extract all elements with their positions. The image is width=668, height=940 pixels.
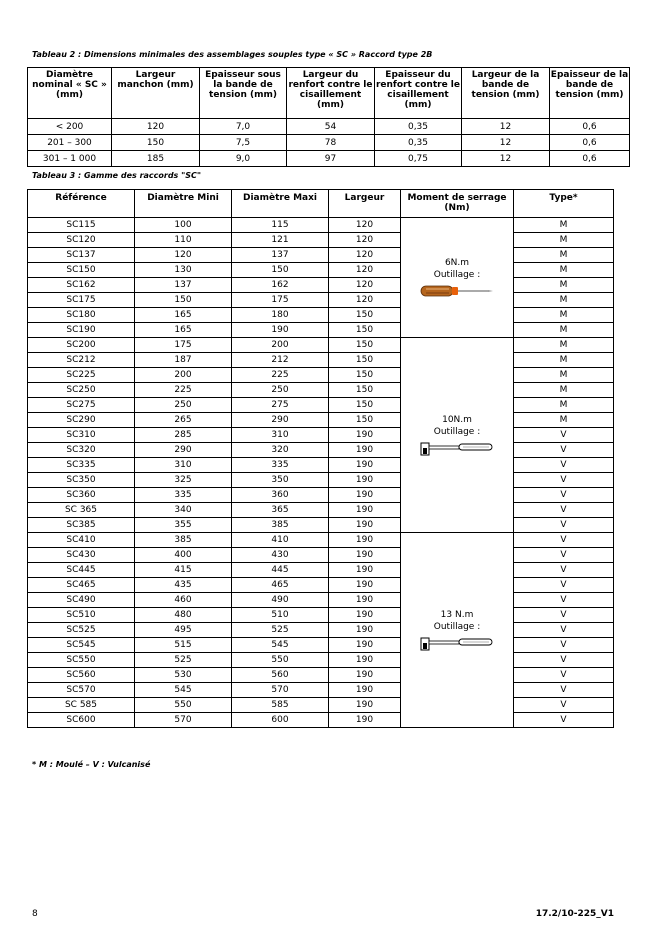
table3-cell-type: V bbox=[514, 653, 614, 668]
table3-cell-type: V bbox=[514, 623, 614, 638]
table2-cell: 0,6 bbox=[550, 135, 630, 151]
table3-cell: 110 bbox=[135, 233, 232, 248]
document-reference: 17.2/10-225_V1 bbox=[535, 909, 614, 919]
table3-cell-type: M bbox=[514, 248, 614, 263]
torque-value: 10N.m bbox=[442, 414, 472, 425]
table2-header: Largeur manchon (mm) bbox=[112, 68, 200, 119]
table3-row bbox=[28, 218, 614, 233]
table3-cell-type: M bbox=[514, 278, 614, 293]
table3-cell: 190 bbox=[232, 323, 329, 338]
table2-header: Epaisseur sous la bande de tension (mm) bbox=[200, 68, 287, 119]
table2-cell: 7,5 bbox=[200, 135, 287, 151]
table3-cell: SC385 bbox=[28, 518, 135, 533]
table3-cell: 410 bbox=[232, 533, 329, 548]
table3-cell-type: M bbox=[514, 218, 614, 233]
table3-cell: 445 bbox=[232, 563, 329, 578]
table3-row bbox=[28, 518, 614, 533]
table3-cell-type: V bbox=[514, 428, 614, 443]
torque-group-cell bbox=[401, 338, 514, 533]
table3-cell: SC600 bbox=[28, 713, 135, 728]
table3-cell: 190 bbox=[329, 713, 401, 728]
table2-cell: 301 – 1 000 bbox=[28, 151, 112, 167]
table3-cell: 225 bbox=[135, 383, 232, 398]
table3-header: Diamètre Mini bbox=[135, 190, 232, 218]
table3-cell: 435 bbox=[135, 578, 232, 593]
table3-cell: 515 bbox=[135, 638, 232, 653]
table3-cell: 415 bbox=[135, 563, 232, 578]
table3-cell-type: M bbox=[514, 368, 614, 383]
table3-cell-type: M bbox=[514, 398, 614, 413]
table3-cell: 175 bbox=[232, 293, 329, 308]
table3-cell: 121 bbox=[232, 233, 329, 248]
table3-cell: SC190 bbox=[28, 323, 135, 338]
table3-row bbox=[28, 428, 614, 443]
table3-cell: SC 585 bbox=[28, 698, 135, 713]
table3-cell: 530 bbox=[135, 668, 232, 683]
table3-cell-type: V bbox=[514, 563, 614, 578]
table3-cell: 275 bbox=[232, 398, 329, 413]
table3-cell-type: V bbox=[514, 473, 614, 488]
table3-cell: 545 bbox=[135, 683, 232, 698]
table3-cell: 190 bbox=[329, 503, 401, 518]
table3-cell-type: V bbox=[514, 488, 614, 503]
table3-cell: 190 bbox=[329, 608, 401, 623]
table3-cell: 350 bbox=[232, 473, 329, 488]
table2-cell: 0,6 bbox=[550, 151, 630, 167]
table3-cell: 200 bbox=[135, 368, 232, 383]
table3-cell: 165 bbox=[135, 308, 232, 323]
table3-cell: 290 bbox=[135, 443, 232, 458]
table3-cell: SC465 bbox=[28, 578, 135, 593]
table3-caption: Tableau 3 : Gamme des raccords "SC" bbox=[32, 171, 202, 180]
table2-cell: 201 – 300 bbox=[28, 135, 112, 151]
table3-cell: SC350 bbox=[28, 473, 135, 488]
table3-cell: 120 bbox=[329, 233, 401, 248]
table3-cell: 162 bbox=[232, 278, 329, 293]
tool-label: Outillage : bbox=[433, 621, 481, 632]
table3-cell: 150 bbox=[329, 353, 401, 368]
table3-cell: SC115 bbox=[28, 218, 135, 233]
table3-cell: 137 bbox=[232, 248, 329, 263]
table3-header: Diamètre Maxi bbox=[232, 190, 329, 218]
table3-cell: 265 bbox=[135, 413, 232, 428]
table3-row bbox=[28, 278, 614, 293]
table3-cell: 335 bbox=[135, 488, 232, 503]
table3-row bbox=[28, 503, 614, 518]
table3-row bbox=[28, 458, 614, 473]
table3-cell: 190 bbox=[329, 683, 401, 698]
table3-cell: 320 bbox=[232, 443, 329, 458]
table3-cell: 150 bbox=[329, 308, 401, 323]
table3-cell: SC430 bbox=[28, 548, 135, 563]
table3-row bbox=[28, 473, 614, 488]
table3-cell: 250 bbox=[135, 398, 232, 413]
table3-cell: SC162 bbox=[28, 278, 135, 293]
table3-cell: SC120 bbox=[28, 233, 135, 248]
table3-cell: 190 bbox=[329, 668, 401, 683]
table3-cell: 190 bbox=[329, 488, 401, 503]
table2-cell: 185 bbox=[112, 151, 200, 167]
table3-cell: 150 bbox=[232, 263, 329, 278]
table3-cell: 385 bbox=[232, 518, 329, 533]
table3-cell: SC275 bbox=[28, 398, 135, 413]
socket-wrench-icon bbox=[401, 636, 513, 652]
table3-row bbox=[28, 413, 614, 428]
table3-cell: 190 bbox=[329, 653, 401, 668]
table3-cell: 385 bbox=[135, 533, 232, 548]
table3-cell: SC150 bbox=[28, 263, 135, 278]
table3-cell: 190 bbox=[329, 518, 401, 533]
table3-cell: 460 bbox=[135, 593, 232, 608]
table3-cell: 570 bbox=[135, 713, 232, 728]
table2-header: Largeur du renfort contre le cisaillement (mm) bbox=[287, 68, 375, 119]
table3-row bbox=[28, 563, 614, 578]
table3-cell: 340 bbox=[135, 503, 232, 518]
table3-cell-type: V bbox=[514, 548, 614, 563]
tool-label: Outillage : bbox=[433, 270, 481, 280]
table3-body bbox=[28, 218, 614, 728]
table3-row bbox=[28, 368, 614, 383]
table3-cell: 150 bbox=[329, 413, 401, 428]
table3-row bbox=[28, 578, 614, 593]
table3-row bbox=[28, 653, 614, 668]
table3-row bbox=[28, 698, 614, 713]
table2-cell: 7,0 bbox=[200, 119, 287, 135]
table3-header: Largeur bbox=[329, 190, 401, 218]
table3-row bbox=[28, 338, 614, 353]
table3-row bbox=[28, 608, 614, 623]
table2-body bbox=[28, 119, 630, 167]
table2-cell: 78 bbox=[287, 135, 375, 151]
table3-cell: SC560 bbox=[28, 668, 135, 683]
table3-range bbox=[27, 189, 614, 728]
table3-cell: 190 bbox=[329, 473, 401, 488]
table3-cell: 120 bbox=[329, 263, 401, 278]
table2-cell: 9,0 bbox=[200, 151, 287, 167]
table3-row bbox=[28, 713, 614, 728]
table3-cell: 585 bbox=[232, 698, 329, 713]
table2-dimensions bbox=[27, 67, 630, 167]
table3-cell-type: V bbox=[514, 713, 614, 728]
table3-cell: 365 bbox=[232, 503, 329, 518]
table3-cell: 560 bbox=[232, 668, 329, 683]
table3-cell-type: M bbox=[514, 308, 614, 323]
table2-cell: 150 bbox=[112, 135, 200, 151]
table3-cell-type: M bbox=[514, 323, 614, 338]
socket-wrench-icon bbox=[401, 441, 513, 457]
table3-cell: 355 bbox=[135, 518, 232, 533]
table3-cell-type: M bbox=[514, 353, 614, 368]
table3-cell-type: M bbox=[514, 338, 614, 353]
table3-cell-type: V bbox=[514, 578, 614, 593]
table3-cell: SC360 bbox=[28, 488, 135, 503]
table3-row bbox=[28, 248, 614, 263]
table3-cell: 490 bbox=[232, 593, 329, 608]
table3-row bbox=[28, 323, 614, 338]
torque-group-cell bbox=[401, 533, 514, 728]
table3-cell: SC445 bbox=[28, 563, 135, 578]
table3-cell: SC320 bbox=[28, 443, 135, 458]
table3-cell: 100 bbox=[135, 218, 232, 233]
table3-cell: 310 bbox=[135, 458, 232, 473]
table3-cell: 570 bbox=[232, 683, 329, 698]
table3-cell-type: V bbox=[514, 503, 614, 518]
screwdriver-icon bbox=[401, 284, 513, 298]
table3-cell: 360 bbox=[232, 488, 329, 503]
table2-cell: 12 bbox=[462, 135, 550, 151]
table3-cell: 285 bbox=[135, 428, 232, 443]
table3-cell-type: V bbox=[514, 668, 614, 683]
table2-cell: 97 bbox=[287, 151, 375, 167]
table3-cell: 190 bbox=[329, 533, 401, 548]
table3-cell: 120 bbox=[135, 248, 232, 263]
table3-cell: 175 bbox=[135, 338, 232, 353]
table3-header: Type* bbox=[514, 190, 614, 218]
table3-cell: 550 bbox=[232, 653, 329, 668]
table3-cell: 165 bbox=[135, 323, 232, 338]
table2-row bbox=[28, 135, 630, 151]
table3-cell-type: M bbox=[514, 293, 614, 308]
table3-cell: 190 bbox=[329, 578, 401, 593]
table3-cell: 190 bbox=[329, 443, 401, 458]
table3-cell: 150 bbox=[329, 383, 401, 398]
table3-cell: 190 bbox=[329, 428, 401, 443]
table3-cell: 480 bbox=[135, 608, 232, 623]
table3-cell: 212 bbox=[232, 353, 329, 368]
table2-header: Diamètre nominal « SC » (mm) bbox=[28, 68, 112, 119]
table3-row bbox=[28, 533, 614, 548]
table3-cell: 400 bbox=[135, 548, 232, 563]
table3-cell: 150 bbox=[329, 398, 401, 413]
table2-cell: < 200 bbox=[28, 119, 112, 135]
table3-header: Moment de serrage (Nm) bbox=[401, 190, 514, 218]
page-number: 8 bbox=[32, 909, 38, 919]
table3-cell: 120 bbox=[329, 293, 401, 308]
table3-cell: SC525 bbox=[28, 623, 135, 638]
footnote: * M : Moulé – V : Vulcanisé bbox=[32, 760, 151, 769]
table3-row bbox=[28, 293, 614, 308]
table3-header-row bbox=[28, 190, 614, 218]
table3-row bbox=[28, 683, 614, 698]
table2-cell: 120 bbox=[112, 119, 200, 135]
table3-cell-type: M bbox=[514, 383, 614, 398]
table3-cell: 310 bbox=[232, 428, 329, 443]
table3-cell: SC510 bbox=[28, 608, 135, 623]
table3-cell-type: V bbox=[514, 458, 614, 473]
table3-row bbox=[28, 263, 614, 278]
table3-cell-type: V bbox=[514, 533, 614, 548]
table3-cell: SC225 bbox=[28, 368, 135, 383]
table3-cell-type: M bbox=[514, 233, 614, 248]
table3-cell: 190 bbox=[329, 593, 401, 608]
table3-cell: 150 bbox=[329, 368, 401, 383]
table3-cell: 187 bbox=[135, 353, 232, 368]
table2-header-row bbox=[28, 68, 630, 119]
table3-cell: SC212 bbox=[28, 353, 135, 368]
table3-cell-type: V bbox=[514, 638, 614, 653]
table3-cell: SC550 bbox=[28, 653, 135, 668]
table3-cell: SC175 bbox=[28, 293, 135, 308]
table3-cell: 190 bbox=[329, 458, 401, 473]
table3-cell: 335 bbox=[232, 458, 329, 473]
table3-cell-type: V bbox=[514, 443, 614, 458]
table3-cell-type: V bbox=[514, 608, 614, 623]
table3-cell: 465 bbox=[232, 578, 329, 593]
table3-cell: 525 bbox=[135, 653, 232, 668]
table3-cell: 495 bbox=[135, 623, 232, 638]
table3-cell: SC410 bbox=[28, 533, 135, 548]
table3-cell: SC 365 bbox=[28, 503, 135, 518]
table3-header: Référence bbox=[28, 190, 135, 218]
table3-cell: SC310 bbox=[28, 428, 135, 443]
table3-cell: SC250 bbox=[28, 383, 135, 398]
tool-label: Outillage : bbox=[433, 426, 481, 437]
table3-row bbox=[28, 308, 614, 323]
table3-cell: 510 bbox=[232, 608, 329, 623]
table3-cell: 130 bbox=[135, 263, 232, 278]
table3-row bbox=[28, 638, 614, 653]
table3-cell: 190 bbox=[329, 638, 401, 653]
table3-cell-type: V bbox=[514, 593, 614, 608]
table3-cell-type: V bbox=[514, 683, 614, 698]
torque-value: 6N.m bbox=[444, 258, 470, 268]
table3-cell: SC545 bbox=[28, 638, 135, 653]
table3-row bbox=[28, 593, 614, 608]
torque-value: 13 N.m bbox=[440, 609, 474, 620]
table3-cell: 120 bbox=[329, 278, 401, 293]
table2-cell: 0,75 bbox=[375, 151, 462, 167]
table3-cell: SC490 bbox=[28, 593, 135, 608]
table3-cell: 190 bbox=[329, 698, 401, 713]
table3-cell: 180 bbox=[232, 308, 329, 323]
table2-cell: 54 bbox=[287, 119, 375, 135]
table3-row bbox=[28, 383, 614, 398]
table3-cell: 120 bbox=[329, 218, 401, 233]
table3-row bbox=[28, 668, 614, 683]
table3-cell: 200 bbox=[232, 338, 329, 353]
table3-cell: 225 bbox=[232, 368, 329, 383]
table2-cell: 0,35 bbox=[375, 119, 462, 135]
table3-cell: 150 bbox=[329, 338, 401, 353]
table3-row bbox=[28, 488, 614, 503]
table2-header: Epaisseur du renfort contre le cisaillement (mm) bbox=[375, 68, 462, 119]
table3-row bbox=[28, 623, 614, 638]
table3-cell: 600 bbox=[232, 713, 329, 728]
table3-row bbox=[28, 443, 614, 458]
table2-cell: 12 bbox=[462, 151, 550, 167]
table3-cell: 190 bbox=[329, 548, 401, 563]
table3-cell: SC290 bbox=[28, 413, 135, 428]
table3-cell: SC180 bbox=[28, 308, 135, 323]
table3-row bbox=[28, 548, 614, 563]
table3-cell: 190 bbox=[329, 623, 401, 638]
table3-cell-type: V bbox=[514, 518, 614, 533]
table3-cell: 325 bbox=[135, 473, 232, 488]
table3-row bbox=[28, 398, 614, 413]
table3-cell: 150 bbox=[329, 323, 401, 338]
table3-cell-type: V bbox=[514, 698, 614, 713]
table2-header: Largeur de la bande de tension (mm) bbox=[462, 68, 550, 119]
table2-header: Epaisseur de la bande de tension (mm) bbox=[550, 68, 630, 119]
table3-cell: SC335 bbox=[28, 458, 135, 473]
table3-cell: 137 bbox=[135, 278, 232, 293]
table2-caption: Tableau 2 : Dimensions minimales des assemblages souples type « SC » Raccord type 2B bbox=[32, 50, 433, 59]
table3-cell: 290 bbox=[232, 413, 329, 428]
table3-cell: SC137 bbox=[28, 248, 135, 263]
torque-group-cell bbox=[401, 218, 514, 338]
table3-cell: 150 bbox=[135, 293, 232, 308]
table3-cell: 120 bbox=[329, 248, 401, 263]
table3-cell: 545 bbox=[232, 638, 329, 653]
table3-row bbox=[28, 353, 614, 368]
table3-cell: 550 bbox=[135, 698, 232, 713]
table2-row bbox=[28, 151, 630, 167]
table3-cell: SC200 bbox=[28, 338, 135, 353]
table2-cell: 0,35 bbox=[375, 135, 462, 151]
table3-cell-type: M bbox=[514, 263, 614, 278]
table3-cell: 430 bbox=[232, 548, 329, 563]
table3-cell: 250 bbox=[232, 383, 329, 398]
table2-cell: 0,6 bbox=[550, 119, 630, 135]
table2-cell: 12 bbox=[462, 119, 550, 135]
table3-cell: 190 bbox=[329, 563, 401, 578]
table3-cell: 525 bbox=[232, 623, 329, 638]
table3-row bbox=[28, 233, 614, 248]
table3-cell: 115 bbox=[232, 218, 329, 233]
table3-cell-type: M bbox=[514, 413, 614, 428]
table2-row bbox=[28, 119, 630, 135]
table3-cell: SC570 bbox=[28, 683, 135, 698]
